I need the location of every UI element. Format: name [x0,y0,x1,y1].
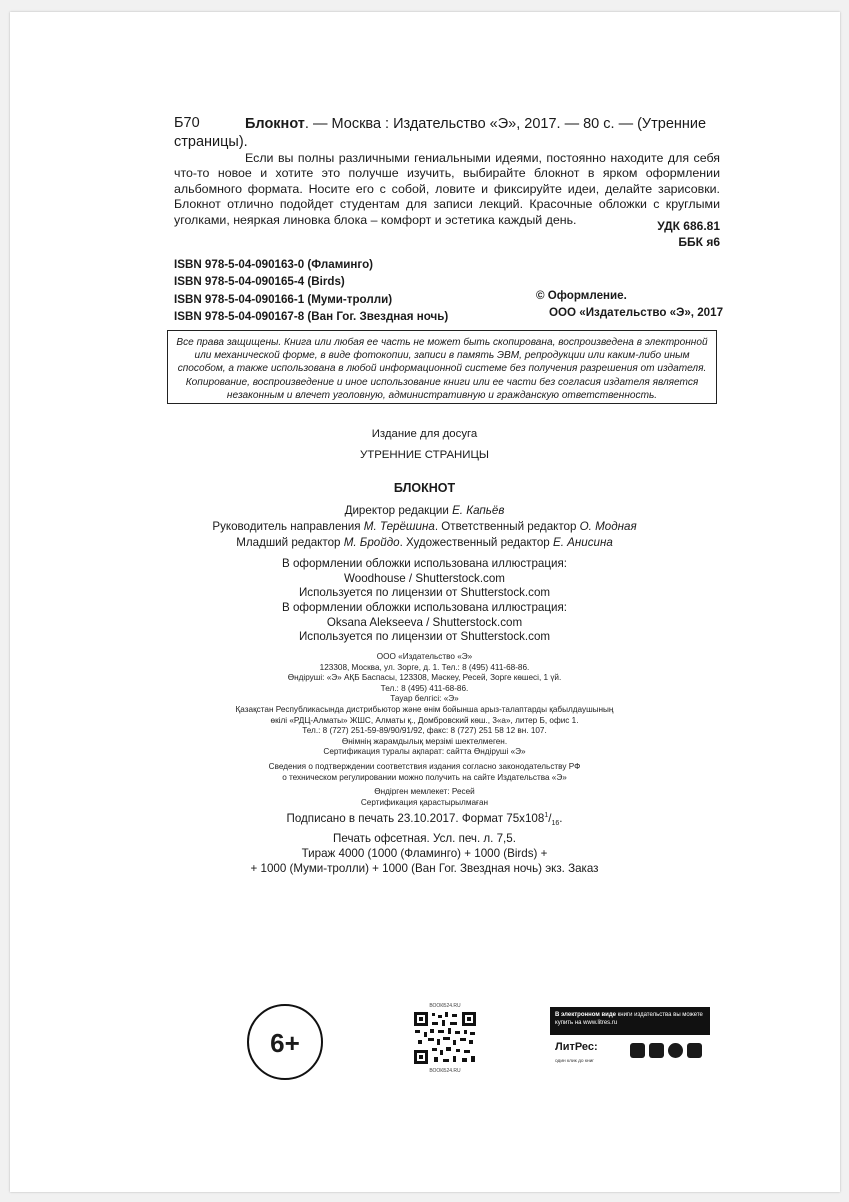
rights-notice-box: Все права защищены. Книга или любая ее часть не может быть скопирована, воспроизведена в электронной или механической форме, в виде фотокопии, записи в память ЭВМ, репродукции или каким-либо иным способом, а также использована в любой информационной системе без получения разрешения от издателя. Копирование, воспроизведение и иное использование книги или ее части без согласия издателя является незаконным и влечет уголовную, административную и гражданскую ответственность. [167,330,717,404]
credit-line: В оформлении обложки использована иллюстрация: [282,557,567,570]
credit-line: Woodhouse / Shutterstock.com [344,571,505,585]
classification-codes [560,218,720,250]
illustration-credit-2 [0,601,849,645]
litres-banner [550,1007,710,1077]
isbn-line: ISBN 978-5-04-090163-0 (Фламинго) [174,258,374,271]
litres-band-line: купить на www.litres.ru [555,1020,618,1026]
publisher-line: Қазақстан Республикасында дистрибьютор және өнім бойынша арыз-талаптарды қабылдаушының [235,704,614,714]
staff-line: Младший редактор М. Бройдо. Художественный редактор Е. Анисина [236,536,613,550]
origin-line: Сертификация қарастырылмаған [360,797,489,807]
isbn-line: ISBN 978-5-04-090166-1 (Муми-тролли) [174,292,393,306]
qr-code-icon [412,1010,478,1066]
certification-line: Сведения о подтверждении соответствия издания согласно законодательству РФ [268,761,581,771]
age-rating: 6+ [270,1028,300,1058]
staff-line: Руководитель направления М. Терёшина. Ответственный редактор О. Модная [212,520,637,534]
series-name: УТРЕННИЕ СТРАНИЦЫ [360,449,489,461]
publisher-line: 123308, Москва, ул. Зорге, д. 1. Тел.: 8 (495) 411-68-86. [319,662,530,672]
android-icon [649,1043,664,1058]
publisher-line: Сертификация туралы ақпарат: сайтта Өндіруші «Э» [323,747,526,757]
apple-icon [630,1043,645,1058]
print-line: Подписано в печать 23.10.2017. Формат $75х108^1/_{16}$. [286,811,563,828]
windows-icon [687,1043,702,1058]
publisher-info [0,652,849,808]
print-data [0,808,849,876]
isbn-line: ISBN 978-5-04-090165-4 (Birds) [174,275,345,289]
print-line: Тираж 4000 (1000 (Фламинго) + 1000 (Birds) + [301,847,548,861]
publisher-line: ООО «Издательство «Э» [376,652,473,661]
isbn-line: ISBN 978-5-04-090167-8 (Ван Гог. Звездная ночь) [174,309,449,323]
publisher-line: Тел.: 8 (495) 411-68-86. [380,683,469,693]
certification-line: о техническом регулировании можно получить на сайте Издательства «Э» [282,772,567,782]
editorial-staff [0,503,849,552]
copyright-line: ООО «Издательство «Э», 2017 [549,306,724,319]
age-rating-badge [247,1004,323,1080]
credit-line: Используется по лицензии от Shutterstock.com [298,630,551,644]
publisher-line: өкілі «РДЦ-Алматы» ЖШС, Алматы қ., Домбровский көш., 3«а», литер Б, офис 1. [270,715,579,725]
print-line: + 1000 (Муми-тролли) + 1000 (Ван Гог. Звездная ночь) экз. Заказ [250,862,599,876]
publisher-line: Өндіруші: «Э» АҚБ Баспасы, 123308, Мәскеу, Ресей, Зорге көшесі, 1 үй. [287,673,562,683]
copyright-line: © Оформление. [536,289,627,302]
bibliographic-cont: страницы). [174,134,248,150]
bbk-code: Б70 [174,115,200,131]
bbk-classification: ББК я6 [678,235,720,249]
edition-type: Издание для досуга [371,428,478,440]
illustration-credit-1 [0,557,849,601]
litres-band-line: В электронном виде книги издательства вы можете [555,1012,703,1018]
copyright [536,287,723,321]
qr-caption-top: ВООКБ24.RU [429,1003,461,1009]
book-title-bold: Блокнот [245,116,305,132]
litres-tagline: один клик до книг [555,1059,595,1064]
bibliographic-rest: . — Москва : Издательство «Э», 2017. — 80 с. — (Утренние [304,116,707,132]
origin-line: Өндірген мемлекет: Ресей [374,787,475,797]
credit-line: В оформлении обложки использована иллюстрация: [282,601,567,614]
isbn-list [174,256,448,325]
publisher-line: Тел.: 8 (727) 251-59-89/90/91/92, факс: 8 (727) 251 58 12 вн. 107. [302,726,547,736]
qr-caption: ВООКБ24.RU [429,1068,461,1074]
udk-code: УДК 686.81 [657,219,720,233]
publisher-line: Өнімнің жарамдылық мерзімі шектелмеген. [341,736,508,746]
annotation: Если вы полны различными гениальными идеями, постоянно находите для себя что-то новое и хотите это получше изучить, выбирайте блокнот в ярком оформлении альбомного формата. Носите его с собой, ловите и фиксируйте идеи, делайте зарисовки. Блокнот отлично подойдет студентам для записи лекций. Красочные обложки с круглыми уголками, неяркая линовка блока – комфорт и эстетика каждый день. [174,151,720,227]
windows-phone-icon [668,1043,683,1058]
credit-line: Используется по лицензии от Shutterstock.com [298,586,551,600]
staff-line: Директор редакции Е. Капьёв [344,504,505,517]
credit-line: Oksana Alekseeva / Shutterstock.com [326,615,523,629]
print-line: Печать офсетная. Усл. печ. л. 7,5. [333,832,516,846]
litres-band [550,1007,710,1035]
publisher-line: Тауар белгісі: «Э» [390,694,459,704]
litres-logo: ЛитРес: [555,1041,598,1053]
book-title: БЛОКНОТ [393,481,456,495]
